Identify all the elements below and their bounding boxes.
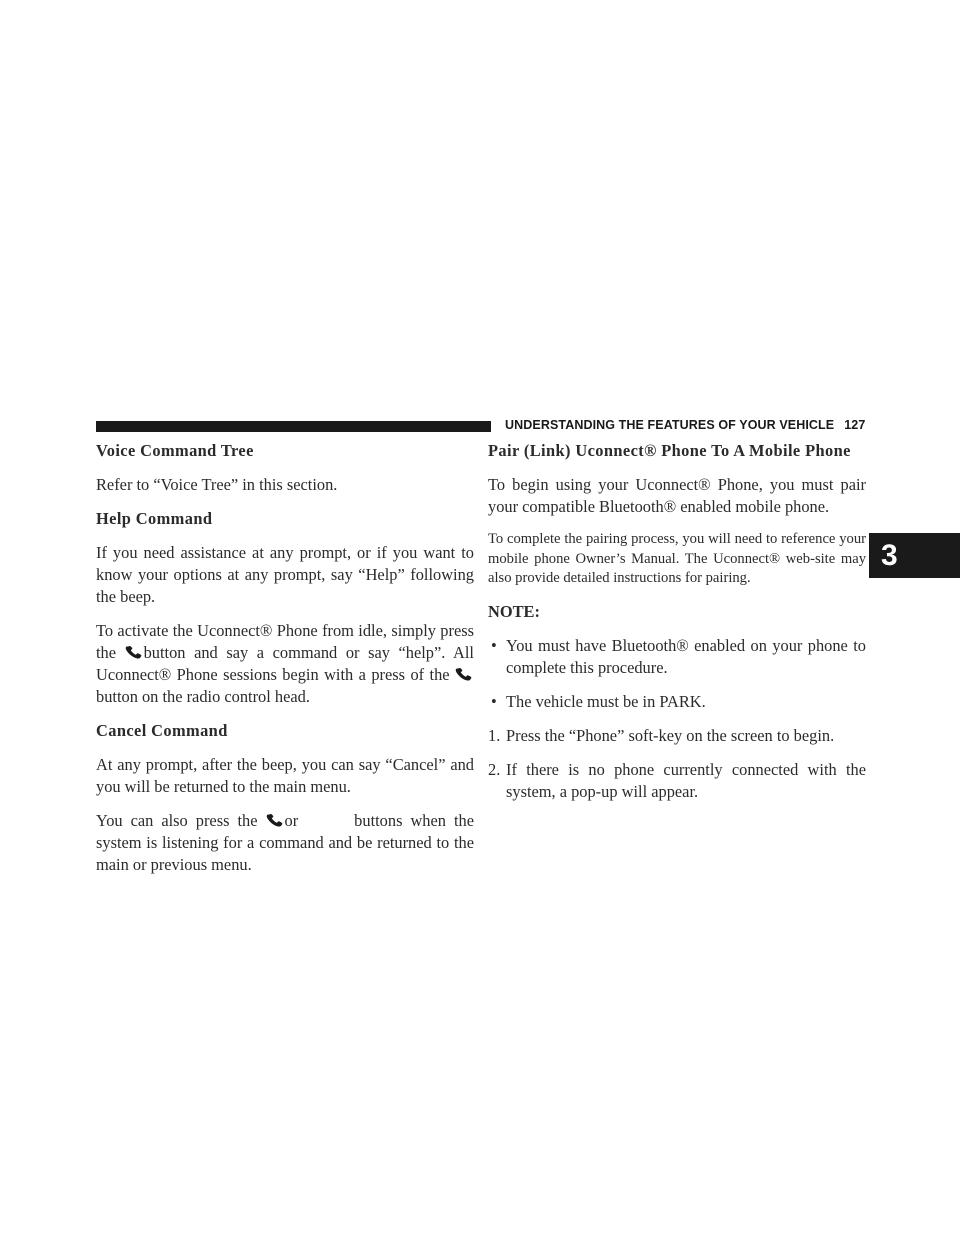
right-column (488, 440, 866, 815)
pair-paragraph-1: To begin using your Uconnect® Phone, you must pair your compatible Bluetooth® enabled mobile phone. (488, 475, 866, 516)
phone-icon (455, 668, 472, 681)
voice-tree-text: Refer to “Voice Tree” in this section. (96, 475, 338, 494)
chapter-tab: 3 (869, 533, 960, 578)
voice-tree-heading: Voice Command Tree (96, 441, 254, 460)
bullet-item: • The vehicle must be in PARK. (488, 691, 866, 713)
help-paragraph-2 (96, 620, 474, 708)
step-number: 2. (488, 759, 501, 779)
bullet-item: • You must have Bluetooth® enabled on your phone to complete this procedure. (488, 635, 866, 679)
help-paragraph-1: If you need assistance at any prompt, or if you want to know your options at any prompt, say “Help” following the beep. (96, 543, 474, 606)
page-number: 127 (844, 418, 866, 432)
cancel-paragraph-1: At any prompt, after the beep, you can say “Cancel” and you will be returned to the main menu. (96, 755, 474, 796)
phone-icon (266, 814, 283, 827)
cancel-heading: Cancel Command (96, 721, 228, 740)
pair-heading: Pair (Link) Uconnect® Phone To A Mobile Phone (488, 441, 851, 460)
step-text: Press the “Phone” soft-key on the screen to begin. (506, 725, 835, 745)
note-label: NOTE: (488, 601, 540, 621)
pair-paragraph-2: To complete the pairing process, you will need to reference your mobile phone Owner’s Manual. The Uconnect® web-site may also provide detailed instructions for pairing. (488, 531, 866, 586)
header-title: UNDERSTANDING THE FEATURES OF YOUR VEHICLE (505, 418, 835, 432)
cancel-p2-part-b: or (284, 811, 299, 830)
blank-button-icon (298, 813, 346, 826)
help-p2-part-a: To activate the Uconnect® Phone from idle, simply press the (96, 621, 474, 662)
note-bullets (488, 635, 866, 713)
step-number: 1. (488, 725, 501, 745)
step-list (488, 725, 866, 803)
step-item (488, 725, 866, 747)
help-heading: Help Command (96, 509, 213, 528)
step-text: If there is no phone currently connected with the system, a pop-up will appear. (506, 759, 866, 801)
cancel-paragraph-2 (96, 810, 474, 876)
left-column (96, 440, 474, 888)
header-rule-bar (96, 421, 491, 432)
running-header (505, 418, 865, 432)
cancel-p2-part-a: You can also press the (96, 811, 266, 830)
cancel-p2-part-c: buttons when the system is listening for a command and be returned to the main or previous menu. (96, 811, 475, 874)
step-item (488, 759, 866, 803)
help-p2-part-c: button on the radio control head. (96, 687, 310, 706)
help-p2-part-b: button and say a command or say “help”. All Uconnect® Phone sessions begin with a press of the (96, 643, 474, 684)
phone-icon (125, 646, 142, 659)
